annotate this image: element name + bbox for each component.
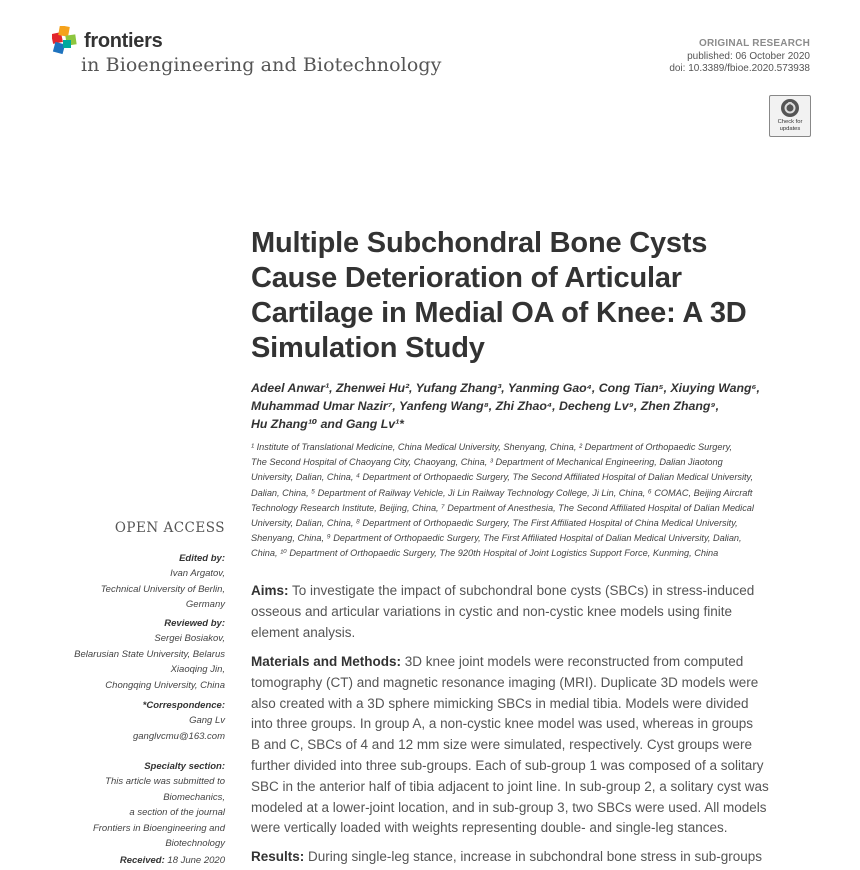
specialty-line: Frontiers in Bioengineering and	[92, 822, 225, 834]
correspondence-heading: *Correspondence:	[142, 700, 225, 711]
affiliations	[251, 440, 811, 562]
specialty-line: a section of the journal	[129, 807, 225, 819]
received-date: 18 June 2020	[167, 855, 225, 866]
abstract-line: into three groups. In group A, a non-cystic knee model was used, whereas in groups	[251, 716, 754, 732]
reviewer-line: Xiaoqing Jin,	[170, 664, 225, 676]
author-line: Adeel Anwar¹, Zhenwei Hu², Yufang Zhang³, Yanming Gao⁴, Cong Tian⁵, Xiuying Wang⁶,	[251, 381, 760, 395]
logo-wordmark: frontiers	[84, 30, 163, 52]
abstract-line: B and C, SBCs of 4 and 12 mm size were simulated, respectively. Cyst groups were	[251, 737, 752, 753]
abstract-line: modeled at a lower-joint location, and in sub-group 3, two SBCs were used. All models	[251, 799, 767, 815]
editor-line: Ivan Argatov,	[170, 568, 225, 580]
article-title	[251, 226, 821, 366]
abstract-line: SBC in the anterior half of tibia adjacent to joint line. In sub-group 2, a solitary cyst was	[251, 778, 769, 794]
abstract-line: further divided into three sub-groups. Each of sub-group 1 was composed of a solitary	[251, 757, 764, 773]
abstract-line: Materials and Methods: 3D knee joint models were reconstructed from computed	[251, 654, 744, 669]
abstract-results	[251, 847, 811, 868]
correspondent-email[interactable]: ganglvcmu@163.com	[132, 730, 225, 742]
specialty-line: This article was submitted to	[105, 776, 225, 788]
affiliation-line: Dalian, China, ⁵ Department of Railway Vehicle, Ji Lin Railway Technology College, Ji Lin, China, ⁶ COMAC, Beijing Aircraft	[251, 487, 753, 498]
methods-label: Materials and Methods:	[251, 654, 402, 669]
abstract-aims	[251, 581, 811, 643]
reviewed-by-section	[40, 616, 225, 693]
affiliation-line: University, Dalian, China, ⁴ Department of Orthopaedic Surgery, The Second Affiliated Hospital of Dalian Medical University,	[251, 472, 754, 483]
affiliation-line: University, Dalian, China, ⁸ Department of Orthopaedic Surgery, The First Affiliated Hospital of China Medical University,	[251, 518, 738, 529]
abstract-line: osseous and articular variations in cystic and non-cystic knee models using finite	[251, 603, 732, 619]
reviewer-line: Belarusian State University, Belarus	[74, 648, 225, 660]
reviewer-line: Sergei Bosiakov,	[154, 633, 225, 645]
specialty-heading: Specialty section:	[144, 761, 225, 772]
affiliation-line: Technology Research Institute, Beijing, China, ⁷ Department of Anesthesia, The Second Affiliated Hospital of Dalian Medical	[251, 502, 754, 513]
abstract-line: also created with a 3D sphere mimicking SBCs in medial tibia. Models were divided	[251, 695, 749, 711]
reviewed-by-heading: Reviewed by:	[164, 618, 225, 629]
article-type: ORIGINAL RESEARCH	[698, 38, 810, 49]
author-line: Muhammad Umar Nazir⁷, Yanfeng Wang⁸, Zhi Zhao⁴, Decheng Lv⁹, Zhen Zhang⁹,	[251, 399, 720, 413]
title-line: Simulation Study	[251, 332, 485, 364]
editor-line: Technical University of Berlin,	[100, 583, 225, 595]
open-access-label: OPEN ACCESS	[114, 520, 225, 536]
refresh-icon	[781, 99, 799, 117]
published-date: published: 06 October 2020	[687, 50, 810, 62]
abstract-methods	[251, 652, 811, 839]
specialty-line: Biomechanics,	[163, 791, 225, 803]
doi-link[interactable]: doi: 10.3389/fbioe.2020.573938	[669, 63, 810, 74]
abstract-line: were vertically loaded with weights representing double- and single-leg stances.	[251, 820, 728, 836]
received-heading: Received:	[119, 855, 165, 866]
author-line: Hu Zhang¹⁰ and Gang Lv¹*	[251, 417, 404, 431]
edited-by-section	[40, 551, 225, 613]
abstract-line: element analysis.	[251, 624, 356, 640]
title-line: Cartilage in Medial OA of Knee: A 3D	[251, 297, 747, 329]
specialty-section	[40, 759, 225, 851]
affiliation-line: ¹ Institute of Translational Medicine, China Medical University, Shenyang, China, ² Department of Orthopaedic Surgery,	[251, 442, 733, 452]
check-for-updates-button[interactable]	[769, 95, 811, 137]
aims-label: Aims:	[251, 583, 289, 598]
affiliation-line: China, ¹⁰ Department of Orthopaedic Surgery, The 920th Hospital of Joint Logistics Support Force, Kunming, China	[251, 548, 719, 559]
edited-by-heading: Edited by:	[179, 553, 225, 564]
results-label: Results:	[251, 849, 305, 864]
received-section	[40, 853, 225, 868]
abstract-line: Aims: To investigate the impact of subchondral bone cysts (SBCs) in stress-induced	[251, 583, 755, 598]
journal-name: in Bioengineering and Biotechnology	[81, 54, 442, 76]
specialty-line: Biotechnology	[165, 838, 225, 850]
article-meta	[669, 38, 810, 76]
affiliation-line: Shenyang, China, ⁹ Department of Orthopaedic Surgery, The First Affiliated Hospital of Dalian Medical University, Dalian,	[251, 533, 742, 544]
correspondence-section	[40, 698, 225, 744]
title-line: Cause Deterioration of Articular	[251, 262, 682, 294]
reviewer-line: Chongqing University, China	[105, 679, 225, 691]
title-line: Multiple Subchondral Bone Cysts	[251, 227, 708, 259]
author-list	[251, 379, 821, 433]
correspondent-name: Gang Lv	[189, 715, 225, 727]
editor-line: Germany	[185, 599, 225, 611]
frontiers-logo-icon	[52, 26, 82, 56]
abstract-line: tomography (CT) and magnetic resonance imaging (MRI). Duplicate 3D models were	[251, 674, 759, 690]
check-updates-label: Check for updates	[777, 119, 803, 132]
abstract-line: Results: During single-leg stance, increase in subchondral bone stress in sub-groups	[251, 849, 763, 864]
affiliation-line: The Second Hospital of Chaoyang City, Chaoyang, China, ³ Department of Mechanical Engineering, Dalian Jiaotong	[251, 457, 723, 468]
